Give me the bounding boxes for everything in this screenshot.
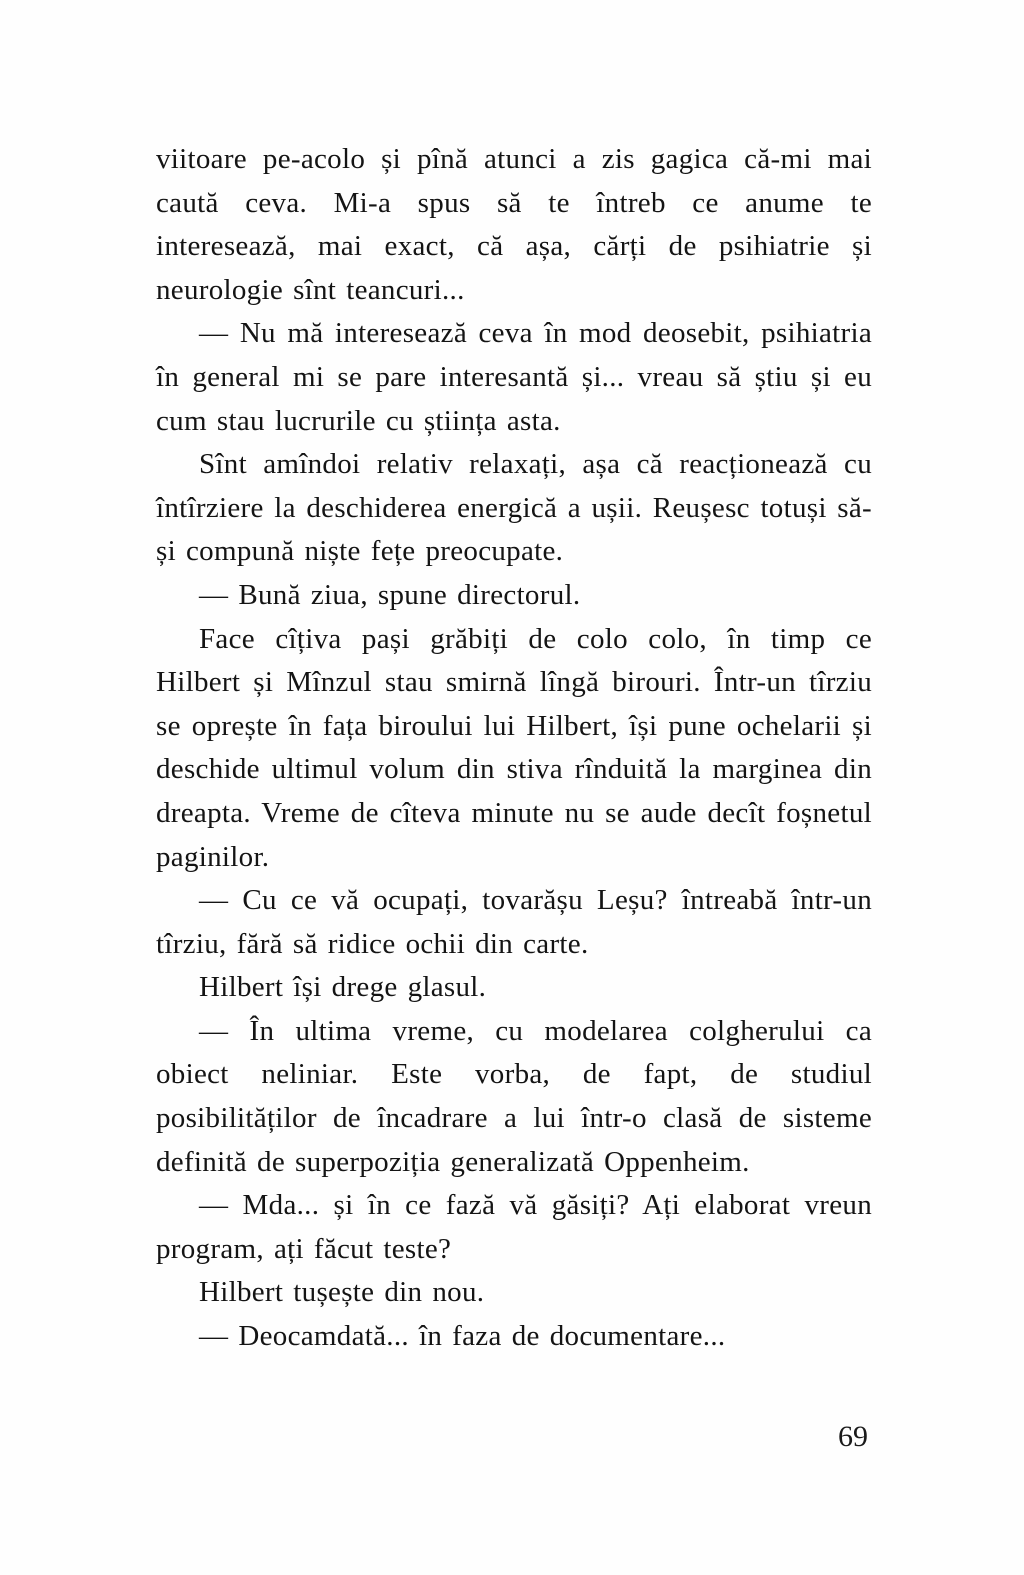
paragraph: — Cu ce vă ocupați, tovarășu Leșu? întreabă într-un tîrziu, fără să ridice ochii din carte.	[156, 884, 872, 960]
paragraph: Sînt amîndoi relativ relaxați, așa că reacționează cu întîrziere la deschiderea energică a ușii. Reușesc totuși să-și compună niște fețe preocupate.	[156, 448, 872, 568]
paragraph: — Mda... și în ce fază vă găsiți? Ați elaborat vreun program, ați făcut teste?	[156, 1189, 872, 1265]
text-block	[156, 138, 872, 1359]
paragraph: — În ultima vreme, cu modelarea colgherului ca obiect neliniar. Este vorba, de fapt, de studiul posibilităților de încadrare a lui într-o clasă de sisteme definită de superpoziția generalizată Oppenheim.	[156, 1014, 872, 1178]
paragraph: — Nu mă interesează ceva în mod deosebit, psihiatria în general mi se pare interesantă și... vreau să știu și eu cum stau lucrurile cu știința asta.	[156, 317, 872, 437]
paragraph: Face cîțiva pași grăbiți de colo colo, în timp ce Hilbert și Mînzul stau smirnă lîngă birouri. Într-un tîrziu se oprește în fața biroului lui Hilbert, își pune ochelarii și deschide ultimul volum din stiva rînduită la marginea din dreapta. Vreme de cîteva minute nu se aude decît foșnetul paginilor.	[156, 622, 872, 873]
page-number: 69	[838, 1420, 868, 1453]
paragraph: viitoare pe-acolo și pînă atunci a zis gagica că-mi mai caută ceva. Mi-a spus să te întreb ce anume te interesează, mai exact, că așa, cărți de psihiatrie și neurologie sînt teancuri...	[156, 143, 872, 306]
paragraph: Hilbert tușește din nou.	[199, 1276, 485, 1309]
paragraph: — Deocamdată... în faza de documentare...	[199, 1320, 726, 1353]
paragraph: Hilbert își drege glasul.	[199, 971, 487, 1004]
paragraph: — Bună ziua, spune directorul.	[199, 578, 581, 611]
